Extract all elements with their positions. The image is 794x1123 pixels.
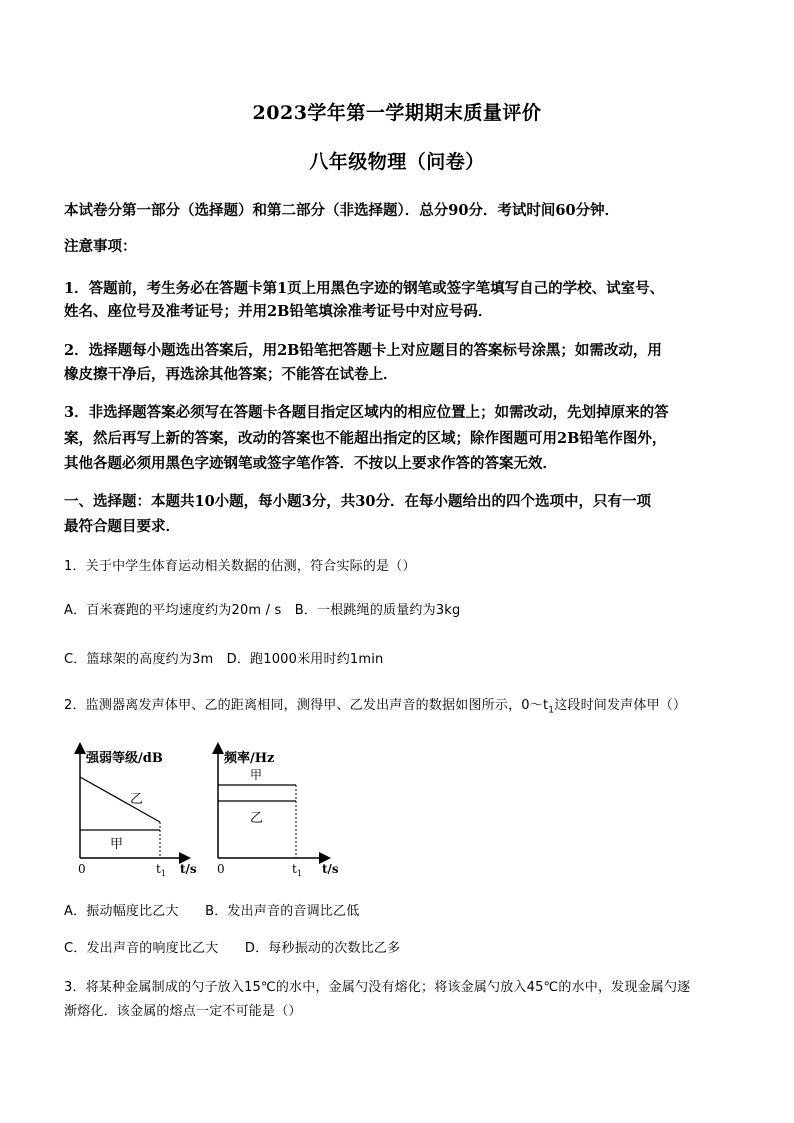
frequency-label-yi: 乙 (250, 811, 264, 826)
loudness-t1-sub: 1 (160, 869, 166, 878)
loudness-line-yi (80, 777, 160, 822)
loudness-t1-t: t (156, 862, 161, 876)
page-title: 2023学年第一学期期末质量评价 (252, 102, 542, 124)
note-3-line-1: 3．非选择题答案必须写在答题卡各题目指定区域内的相应位置上；如需改动，先划掉原来的答 (64, 404, 669, 421)
question-2-stem-suffix: 这段时间发声体甲（） (554, 698, 687, 713)
question-3-line-2: 渐熔化．该金属的熔点一定不可能是（） (64, 1004, 302, 1019)
page-subtitle: 八年级物理（问卷） (309, 151, 485, 173)
question-3-line-1: 3．将某种金属制成的勺子放入15℃的水中，金属勺没有熔化；将该金属勺放入45℃的水中，发现金属勺逐 (64, 980, 691, 995)
question-1-stem: 1．关于中学生体育运动相关数据的估测，符合实际的是（） (64, 559, 416, 574)
note-2-line-2: 橡皮擦干净后，再选涂其他答案；不能答在试卷上． (64, 366, 398, 383)
loudness-graph (78, 748, 197, 878)
section1-heading-line-1: 一、选择题：本题共10小题，每小题3分，共30分．在每小题给出的四个选项中，只有一项 (64, 493, 651, 510)
question-2-stem (64, 695, 744, 722)
frequency-y-label: 频率/Hz (224, 751, 275, 766)
frequency-origin: 0 (217, 862, 225, 876)
question-2-options-ab: A．振动幅度比乙大 B．发出声音的音调比乙低 (64, 904, 360, 919)
note-3-line-3: 其他各题必须用黑色字迹钢笔或签字笔作答．不按以上要求作答的答案无效． (64, 455, 557, 472)
question-1-options-ab: A．百米赛跑的平均速度约为20m / s B．一根跳绳的质量约为3kg (64, 603, 461, 618)
frequency-graph (217, 748, 339, 878)
note-2-line-1: 2．选择题每小题选出答案后，用2B铅笔把答题卡上对应题目的答案标号涂黑；如需改动，用 (64, 342, 662, 359)
frequency-t1 (292, 862, 302, 878)
loudness-x-label: t/s (180, 862, 197, 876)
sound-graphs-figure (60, 740, 360, 880)
note-1-line-1: 1．答题前，考生务必在答题卡第1页上用黑色字迹的钢笔或签字笔填写自己的学校、试室号、 (64, 280, 665, 297)
frequency-x-label: t/s (322, 862, 339, 876)
question-2-options-cd: C．发出声音的响度比乙大 D．每秒振动的次数比乙多 (64, 941, 401, 956)
loudness-origin: 0 (78, 862, 86, 876)
note-3-line-2: 案，然后再写上新的答案，改动的答案也不能超出指定的区域；除作图题可用2B铅笔作图外， (64, 430, 667, 447)
note-1-line-2: 姓名、座位号及准考证号；并用2B铅笔填涂准考证号中对应号码． (64, 303, 493, 320)
frequency-t1-sub: 1 (296, 869, 302, 878)
question-2-stem-prefix: 2．监测器离发声体甲、乙的距离相同，测得甲、乙发出声音的数据如图所示，0～t (64, 698, 549, 713)
intro-text: 本试卷分第一部分（选择题）和第二部分（非选择题）．总分90分．考试时间60分钟． (64, 202, 620, 219)
question-1-options-cd: C．篮球架的高度约为3m D．跑1000米用时约1min (64, 652, 384, 667)
loudness-label-jia: 甲 (110, 837, 124, 852)
loudness-y-label: 强弱等级/dB (86, 751, 163, 766)
frequency-t1-t: t (292, 862, 297, 876)
notes-heading: 注意事项： (64, 238, 137, 255)
loudness-t1 (156, 862, 166, 878)
loudness-label-yi: 乙 (130, 792, 144, 807)
question-2-stem-sub: 1 (548, 705, 555, 716)
section1-heading-line-2: 最符合题目要求． (64, 518, 180, 535)
frequency-label-jia: 甲 (250, 768, 263, 782)
